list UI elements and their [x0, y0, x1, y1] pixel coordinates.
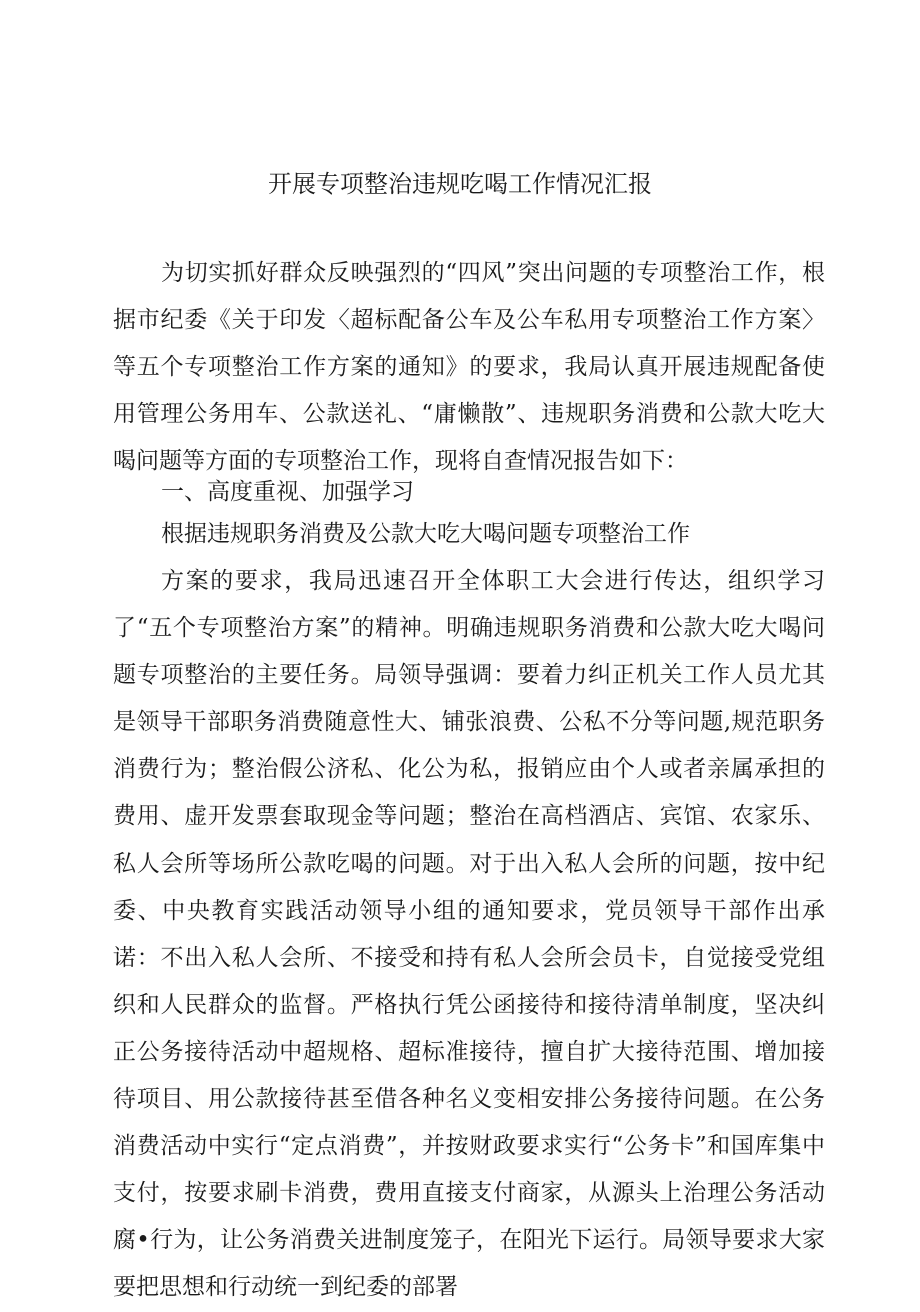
section-heading-1: 一、高度重视、加强学习: [161, 479, 414, 505]
paragraph-section-1-lead: 根据违规职务消费及公款大吃大喝问题专项整治工作: [161, 521, 690, 547]
paragraph-section-1-body: 方案的要求，我局迅速召开全体职工大会进行传达，组织学习了“五个专项整治方案”的精神。明确违规职务消费和公款大吃大喝问题专项整治的主要任务。局领导强调：要着力纠正机关工作人员尤其是领导干部职务消费随意性大、铺张浪费、公私不分等问题,规范职务消费行为；整治假公济私、化公为私，报销应由个人或者亲属承担的费用、虚开发票套取现金等问题；整治在高档酒店、宾馆、农家乐、私人会所等场所公款吃喝的问题。对于出入私人会所的问题，按中纪委、中央教育实践活动领导小组的通知要求，党员领导干部作出承诺：不出入私人会所、不接受和持有私人会所会员卡，自觉接受党组织和人民群众的监督。严格执行凭公函接待和接待清单制度，坚决纠正公务接待活动中超规格、超标准接待，擅自扩大接待范围、增加接待项目、用公款接待甚至借各种名义变相安排公务接待问题。在公务消费活动中实行“定点消费”，并按财政要求实行“公务卡”和国库集中支付，按要求刷卡消费，费用直接支付商家，从源头上治理公务活动腐•行为，让公务消费关进制度笼子，在阳光下运行。局领导要求大家要把思想和行动统一到纪委的部署: [113, 568, 825, 1301]
document-title: 开展专项整治违规吃喝工作情况汇报: [268, 170, 652, 198]
paragraph-intro: 为切实抓好群众反映强烈的“四风”突出问题的专项整治工作，根据市纪委《关于印发〈超标配备公车及公车私用专项整治工作方案〉等五个专项整治工作方案的通知》的要求，我局认真开展违规配备使用管理公务用车、公款送礼、“庸懒散”、违规职务消费和公款大吃大喝问题等方面的专项整治工作，现将自查情况报告如下：: [113, 260, 825, 475]
